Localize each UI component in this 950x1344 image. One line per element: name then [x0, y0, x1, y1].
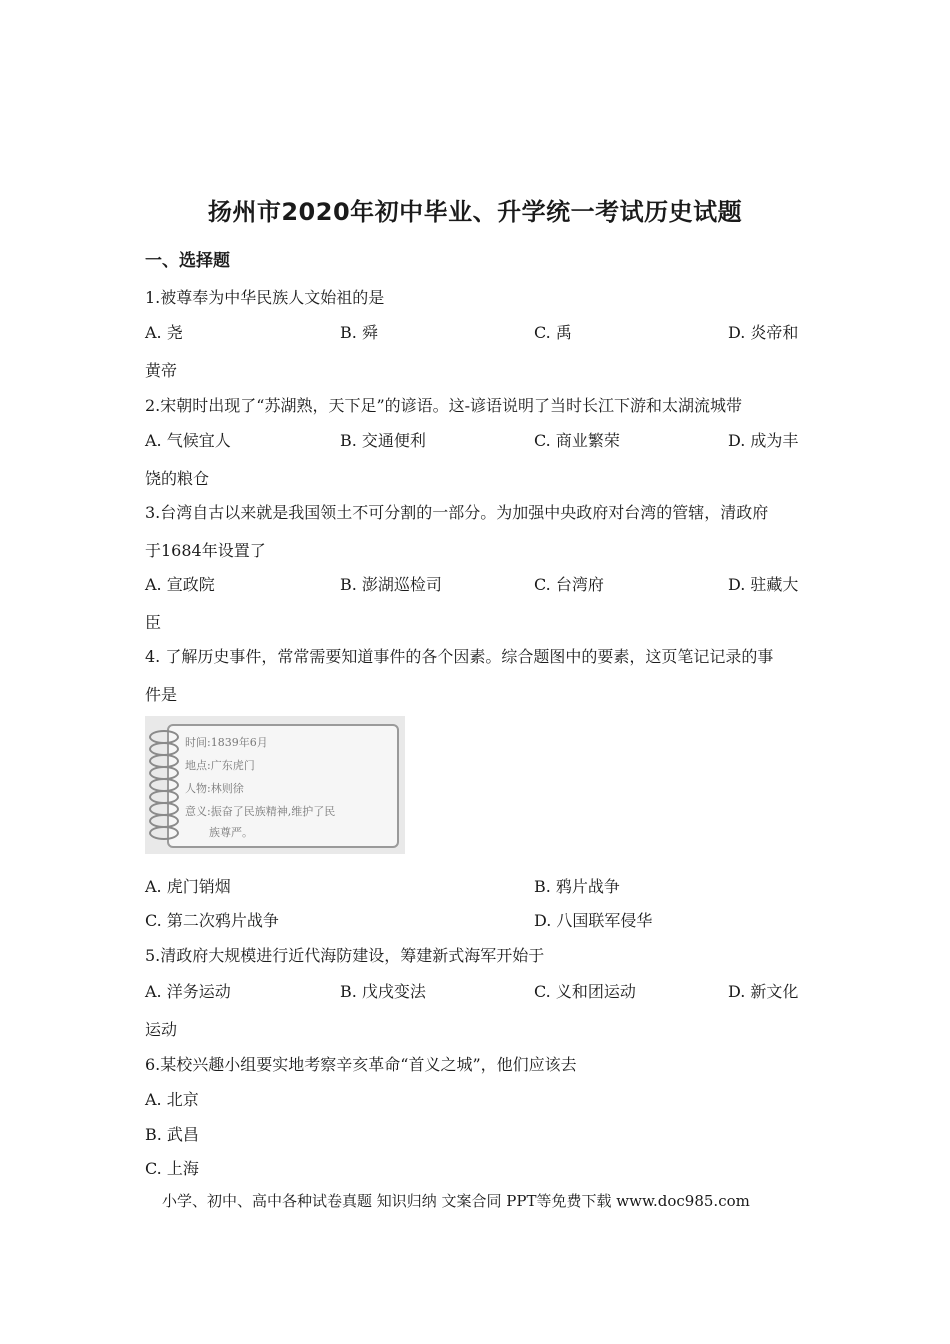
question-6-option-c: C. 上海	[145, 1159, 199, 1178]
question-1-stem: 1.被尊奉为中华民族人文始祖的是	[145, 288, 385, 307]
question-2-option-b: B. 交通便利	[340, 431, 426, 450]
section-heading: 一、选择题	[145, 251, 230, 271]
question-4-stem-line2: 件是	[145, 685, 178, 704]
footer-text: 小学、初中、高中各种试卷真题 知识归纳 文案合同 PPT等免费下载 www.doc985.com	[162, 1192, 750, 1210]
question-4-stem-line1: 4. 了解历史事件，常常需要知道事件的各个因素。综合题图中的要素，这页笔记记录的事	[145, 647, 774, 666]
question-4-option-c: C. 第二次鸦片战争	[145, 911, 279, 930]
page-title: 扬州市2020年初中毕业、升学统一考试历史试题	[207, 198, 743, 226]
note-person: 人物:林则徐	[185, 782, 244, 795]
note-meaning-wrap: 族尊严。	[209, 826, 253, 839]
question-1-option-c: C. 禹	[534, 323, 572, 342]
note-place: 地点:广东虎门	[185, 759, 255, 772]
question-2-option-c: C. 商业繁荣	[534, 431, 620, 450]
question-5-option-c: C. 义和团运动	[534, 982, 636, 1001]
spiral-ring-icon	[149, 826, 179, 840]
question-5-option-b: B. 戊戌变法	[340, 982, 426, 1001]
note-time: 时间:1839年6月	[185, 736, 268, 749]
question-1-option-b: B. 舜	[340, 323, 378, 342]
question-3-option-c: C. 台湾府	[534, 575, 604, 594]
question-5-stem: 5.清政府大规模进行近代海防建设，筹建新式海军开始于	[145, 946, 545, 965]
question-3-stem-line2: 于1684年设置了	[145, 541, 266, 560]
question-5-option-d-wrap: 运动	[145, 1020, 178, 1039]
question-4-option-b: B. 鸦片战争	[534, 877, 620, 896]
question-2-stem: 2.宋朝时出现了“苏湖熟，天下足”的谚语。这-谚语说明了当时长江下游和太湖流城带	[145, 396, 743, 415]
note-meaning: 意义:振奋了民族精神,维护了民	[185, 805, 336, 818]
question-4-option-d: D. 八国联军侵华	[534, 911, 653, 930]
question-1-option-a: A. 尧	[145, 323, 183, 342]
question-2-option-d-wrap: 饶的粮仓	[145, 469, 210, 488]
question-2-option-d: D. 成为丰	[728, 431, 799, 450]
question-6-option-a: A. 北京	[145, 1090, 199, 1109]
question-6-stem: 6.某校兴趣小组要实地考察辛亥革命“首义之城”，他们应该去	[145, 1055, 577, 1074]
question-1-option-d: D. 炎帝和	[728, 323, 799, 342]
question-6-option-b: B. 武昌	[145, 1125, 199, 1144]
notebook-image	[145, 716, 405, 854]
question-5-option-d: D. 新文化	[728, 982, 799, 1001]
question-3-option-b: B. 澎湖巡检司	[340, 575, 442, 594]
question-3-stem-line1: 3.台湾自古以来就是我国领土不可分割的一部分。为加强中央政府对台湾的管辖，清政府	[145, 503, 769, 522]
question-1-option-d-wrap: 黄帝	[145, 361, 178, 380]
question-3-option-d: D. 驻藏大	[728, 575, 799, 594]
question-3-option-d-wrap: 臣	[145, 613, 162, 632]
question-4-option-a: A. 虎门销烟	[145, 877, 231, 896]
question-5-option-a: A. 洋务运动	[145, 982, 231, 1001]
question-3-option-a: A. 宣政院	[145, 575, 215, 594]
question-2-option-a: A. 气候宜人	[145, 431, 231, 450]
